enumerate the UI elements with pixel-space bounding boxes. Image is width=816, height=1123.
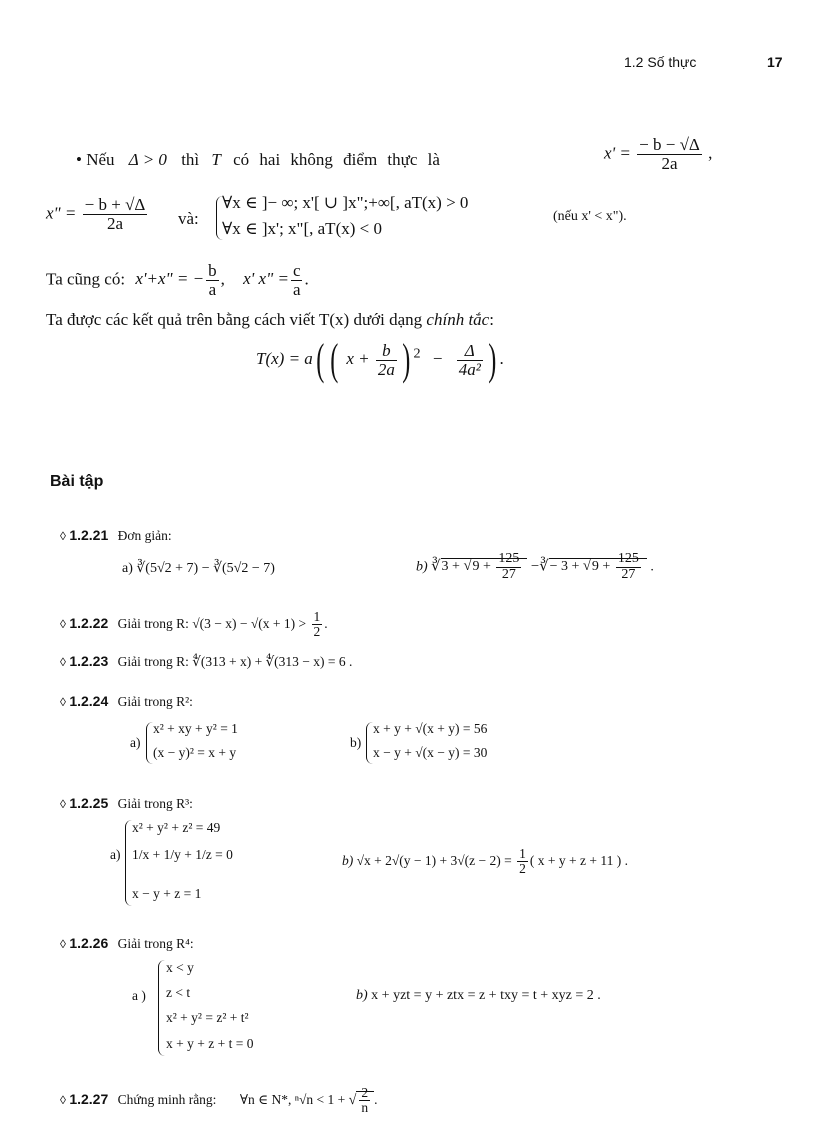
- exercise-1-2-25-a1: x² + y² + z² = 49: [132, 820, 221, 835]
- sign-system-line-2: ∀x ∈ ]x'; x"[, aT(x) < 0: [222, 219, 382, 238]
- exercise-1-2-22: ◊ 1.2.22 Giải trong R: √(3 − x) − √(x + 1) > $\frac{1}{2}$ .: [60, 609, 328, 640]
- exercise-1-2-26-a-brace: [158, 960, 165, 1056]
- exercise-1-2-24-a-label: a): [130, 735, 141, 750]
- exercise-1-2-24-b2: x − y + √(x − y) = 30: [373, 745, 488, 760]
- exercise-1-2-24-b-brace: [366, 722, 373, 764]
- exercise-1-2-25-a-brace: [125, 820, 132, 906]
- va-label: và:: [178, 209, 199, 228]
- exercise-1-2-21-a: a) ∛(5√2 + 7) − ∛(5√2 − 7): [122, 561, 275, 576]
- exercise-1-2-26: ◊ 1.2.26 Giải trong R⁴:: [60, 935, 194, 951]
- canonical-sentence: Ta được các kết quả trên bằng cách viết T(x) dưới dạng chính tắc:: [46, 310, 494, 329]
- exercise-1-2-24-a-brace: [146, 722, 153, 764]
- exercise-1-2-26-a1: x < y: [166, 960, 194, 975]
- exercise-1-2-23: ◊ 1.2.23 Giải trong R: ∜(313 + x) + ∜(313 − x) = 6 .: [60, 653, 353, 669]
- delta-condition: Δ > 0: [128, 150, 167, 169]
- exercise-1-2-26-a2: z < t: [166, 985, 191, 1000]
- exercise-1-2-26-a4: x + y + z + t = 0: [166, 1036, 254, 1051]
- canonical-form: T(x) = a( ( x + $\frac{b}{2a}$ ) $^2$ − $\frac{\Delta}{\text{4a²}}$ ) .: [256, 335, 504, 384]
- exercise-1-2-24: ◊ 1.2.24 Giải trong R²:: [60, 693, 193, 709]
- exercise-1-2-26-a-label: a ): [132, 988, 146, 1003]
- exercise-1-2-25-a-label: a): [110, 847, 121, 862]
- exercises-title: Bài tập: [50, 473, 104, 490]
- exercise-1-2-26-a3: x² + y² = z² + t²: [166, 1010, 249, 1025]
- exercise-1-2-24-a2: (x − y)² = x + y: [153, 745, 237, 760]
- root-x1: x' = $\frac{- b - √\Delta}{2a}$ ,: [604, 135, 713, 173]
- exercise-1-2-25-b: b) √x + 2√(y − 1) + 3√(z − 2) = $\frac{1}{2}$ ( x + y + z + 11 ) .: [342, 846, 628, 877]
- system-note: (nếu x' < x").: [553, 209, 627, 224]
- exercise-1-2-25-a3: x − y + z = 1: [132, 886, 202, 901]
- exercise-1-2-26-b: b) x + yzt = y + ztx = z + txy = t + xyz = 2 .: [356, 988, 601, 1003]
- vieta-line: Ta cũng có: x'+x" = − $\frac{b}{a}$ , x' x" = $\frac{c}{a}$ .: [46, 261, 309, 299]
- running-header: 1.2 Số thực: [624, 54, 697, 70]
- exercise-1-2-25-a2: 1/x + 1/y + 1/z = 0: [132, 847, 233, 862]
- exercise-1-2-27: ◊ 1.2.27 Chứng minh rằng: ∀n ∈ N*, ⁿ√n < 1 + √ $\frac{2}{n}$ .: [60, 1085, 378, 1116]
- exercise-1-2-24-b-label: b): [350, 735, 362, 750]
- exercise-1-2-21-b: b) ∛3 + √9 + $\frac{125}{27}$ −∛− 3 + √9 + $\frac{125}{27}$ .: [416, 551, 654, 582]
- bullet-line: • Nếu Δ > 0 thì T có hai không điểm thực là: [76, 150, 440, 169]
- root-x2: x" = $\frac{- b + √\Delta}{2a}$: [46, 195, 146, 233]
- exercise-1-2-24-b1: x + y + √(x + y) = 56: [373, 721, 488, 736]
- sign-system-line-1: ∀x ∈ ]− ∞; x'[ ∪ ]x";+∞[, aT(x) > 0: [222, 193, 469, 212]
- page-number: 17: [767, 54, 783, 70]
- exercise-1-2-24-a1: x² + xy + y² = 1: [153, 721, 238, 736]
- exercise-1-2-21: ◊ 1.2.21 Đơn giản:: [60, 527, 172, 543]
- exercise-1-2-25: ◊ 1.2.25 Giải trong R³:: [60, 795, 193, 811]
